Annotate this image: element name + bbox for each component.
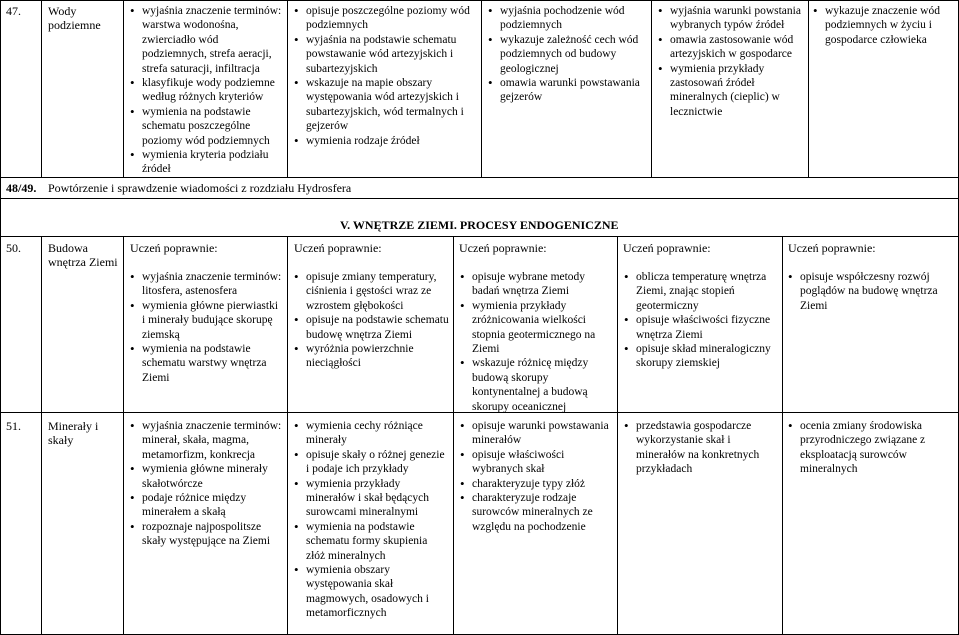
requirements-cell bbox=[129, 4, 283, 177]
requirements-cell bbox=[293, 419, 449, 621]
requirement-item: • wymienia przykłady zastosowań źródeł mineralnych (cieplic) w lecznictwie bbox=[657, 62, 804, 120]
requirement-item: • wskazuje na mapie obszary występowania wód artezyjskich i subartezyjskich, wód termalnych i gejzerów bbox=[293, 76, 477, 134]
requirement-item: • charakteryzuje typy złóż bbox=[459, 477, 613, 491]
requirement-item: • charakteryzuje rodzaje surowców mineralnych ze względu na pochodzenie bbox=[459, 491, 613, 534]
requirement-item: • wskazuje różnicę między budową skorupy kontynentalnej a budową skorupy oceanicznej bbox=[459, 356, 613, 414]
section-title: V. WNĘTRZE ZIEMI. PROCESY ENDOGENICZNE bbox=[340, 218, 619, 232]
requirement-item: • wyjaśnia pochodzenie wód podziemnych bbox=[487, 4, 647, 33]
requirement-item: • wyjaśnia znaczenie terminów: warstwa wodonośna, zwierciadło wód podziemnych, strefa aeracji, strefa saturacji, infiltracja bbox=[129, 4, 283, 76]
requirement-item: • opisuje warunki powstawania minerałów bbox=[459, 419, 613, 448]
col-divider bbox=[41, 0, 42, 177]
requirement-item: • przedstawia gospodarcze wykorzystanie skał i minerałów na konkretnych przykładach bbox=[623, 419, 778, 477]
col-divider bbox=[453, 236, 454, 634]
col-divider bbox=[782, 236, 783, 634]
column-header: Uczeń poprawnie: bbox=[459, 241, 547, 255]
requirements-cell bbox=[812, 4, 955, 47]
requirements-cell bbox=[129, 419, 283, 549]
requirements-cell bbox=[787, 270, 955, 313]
col-divider bbox=[123, 0, 124, 177]
requirement-item: • wymienia kryteria podziału źródeł bbox=[129, 148, 283, 177]
row-number: 50. bbox=[6, 241, 21, 255]
requirement-item: • wyjaśnia znaczenie terminów: litosfera, astenosfera bbox=[129, 270, 283, 299]
requirement-item: • wymienia przykłady zróżnicowania wielkości stopnia geotermicznego na Ziemi bbox=[459, 299, 613, 357]
requirement-item: • wymienia rodzaje źródeł bbox=[293, 134, 477, 148]
col-divider bbox=[481, 0, 482, 177]
requirements-cell bbox=[129, 270, 283, 385]
requirement-item: • wymienia główne minerały skałotwórcze bbox=[129, 462, 283, 491]
requirement-item: • oblicza temperaturę wnętrza Ziemi, znając stopień geotermiczny bbox=[623, 270, 778, 313]
requirement-item: • opisuje skład mineralogiczny skorupy ziemskiej bbox=[623, 342, 778, 371]
topic-title: Budowa wnętrza Ziemi bbox=[48, 241, 118, 270]
requirement-item: • wymienia główne pierwiastki i minerały budujące skorupę ziemską bbox=[129, 299, 283, 342]
topic-title: Wody podziemne bbox=[48, 4, 101, 33]
requirement-item: • wymienia na podstawie schematu poszczególne poziomy wód podziemnych bbox=[129, 105, 283, 148]
col-divider bbox=[287, 0, 288, 177]
requirements-cell bbox=[293, 270, 449, 371]
requirements-cell bbox=[623, 270, 778, 371]
row-divider bbox=[0, 177, 959, 178]
col-divider bbox=[651, 0, 652, 177]
column-header: Uczeń poprawnie: bbox=[623, 241, 711, 255]
requirements-cell bbox=[293, 4, 477, 148]
requirement-item: • opisuje współczesny rozwój poglądów na budowę wnętrza Ziemi bbox=[787, 270, 955, 313]
requirement-item: • wyjaśnia znaczenie terminów: minerał, skała, magma, metamorfizm, konkrecja bbox=[129, 419, 283, 462]
requirement-item: • wymienia cechy różniące minerały bbox=[293, 419, 449, 448]
requirement-item: • wymienia na podstawie schematu formy skupienia złóż mineralnych bbox=[293, 520, 449, 563]
column-header: Uczeń poprawnie: bbox=[130, 241, 218, 255]
requirements-cell bbox=[623, 419, 778, 477]
requirements-cell bbox=[657, 4, 804, 119]
row-divider bbox=[0, 198, 959, 199]
requirement-item: • wymienia obszary występowania skał magmowych, osadowych i metamorficznych bbox=[293, 563, 449, 621]
col-divider bbox=[617, 236, 618, 634]
col-divider bbox=[808, 0, 809, 177]
row-divider bbox=[0, 236, 959, 237]
col-divider bbox=[41, 236, 42, 634]
requirement-item: • wymienia na podstawie schematu warstwy wnętrza Ziemi bbox=[129, 342, 283, 385]
review-lesson-title: Powtórzenie i sprawdzenie wiadomości z rozdziału Hydrosfera bbox=[48, 181, 352, 195]
topic-title: Minerały i skały bbox=[48, 419, 99, 448]
requirements-cell bbox=[487, 4, 647, 105]
requirement-item: • podaje różnice między minerałem a skałą bbox=[129, 491, 283, 520]
requirement-item: • ocenia zmiany środowiska przyrodniczego związane z eksploatacją surowców mineralnych bbox=[787, 419, 955, 477]
requirements-cell bbox=[459, 270, 613, 414]
col-divider bbox=[287, 236, 288, 634]
requirement-item: • opisuje poszczególne poziomy wód podziemnych bbox=[293, 4, 477, 33]
requirement-item: • omawia warunki powstawania gejzerów bbox=[487, 76, 647, 105]
requirement-item: • wykazuje zależność cech wód podziemnych od budowy geologicznej bbox=[487, 33, 647, 76]
requirement-item: • klasyfikuje wody podziemne według różnych kryteriów bbox=[129, 76, 283, 105]
requirement-item: • wyróżnia powierzchnie nieciągłości bbox=[293, 342, 449, 371]
requirement-item: • opisuje wybrane metody badań wnętrza Ziemi bbox=[459, 270, 613, 299]
requirement-item: • opisuje właściwości fizyczne wnętrza Ziemi bbox=[623, 313, 778, 342]
requirement-item: • wyjaśnia na podstawie schematu powstawanie wód artezyjskich i subartezyjskich bbox=[293, 33, 477, 76]
table-border-top bbox=[0, 0, 959, 1]
column-header: Uczeń poprawnie: bbox=[294, 241, 382, 255]
requirement-item: • rozpoznaje najpospolitsze skały występujące na Ziemi bbox=[129, 520, 283, 549]
requirement-item: • opisuje zmiany temperatury, ciśnienia i gęstości wraz ze wzrostem głębokości bbox=[293, 270, 449, 313]
column-header: Uczeń poprawnie: bbox=[788, 241, 876, 255]
col-divider bbox=[123, 236, 124, 634]
requirement-item: • wyjaśnia warunki powstania wybranych typów źródeł bbox=[657, 4, 804, 33]
requirements-cell bbox=[787, 419, 955, 477]
row-number: 51. bbox=[6, 419, 21, 433]
requirement-item: • opisuje właściwości wybranych skał bbox=[459, 448, 613, 477]
requirement-item: • opisuje na podstawie schematu budowę wnętrza Ziemi bbox=[293, 313, 449, 342]
row-number: 47. bbox=[6, 4, 21, 18]
requirements-cell bbox=[459, 419, 613, 534]
row-number: 48/49. bbox=[6, 181, 37, 195]
requirement-item: • wykazuje znaczenie wód podziemnych w życiu i gospodarce człowieka bbox=[812, 4, 955, 47]
table-border-left bbox=[0, 0, 1, 635]
requirement-item: • opisuje skały o różnej genezie i podaje ich przykłady bbox=[293, 448, 449, 477]
requirement-item: • wymienia przykłady minerałów i skał będących surowcami mineralnymi bbox=[293, 477, 449, 520]
requirement-item: • omawia zastosowanie wód artezyjskich w gospodarce bbox=[657, 33, 804, 62]
